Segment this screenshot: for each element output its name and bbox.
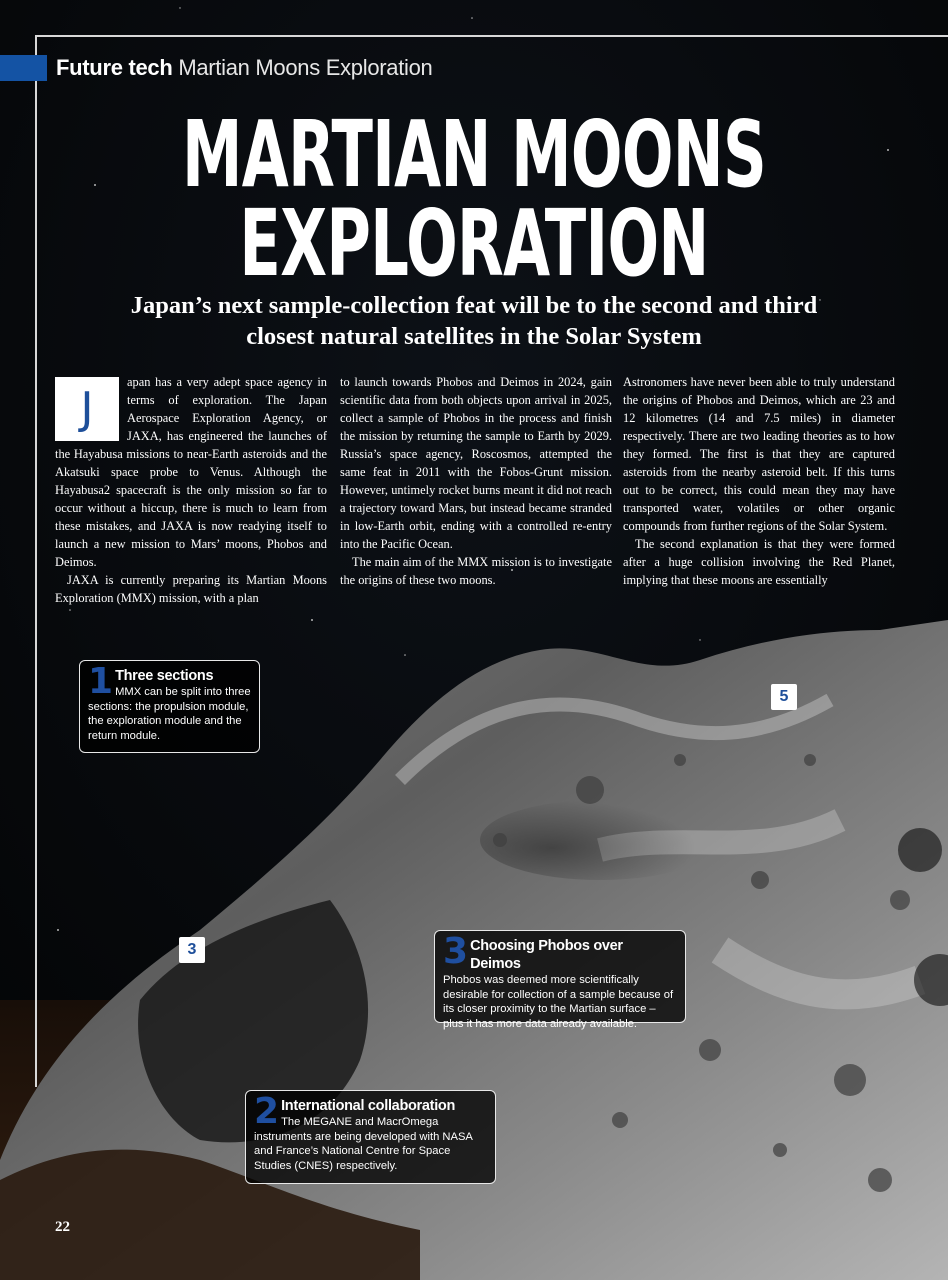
section-accent-bar — [0, 55, 47, 81]
body-paragraph: Astronomers have never been able to truly understand the origins of Phobos and Deimos, which are 23 and 12 kilometres (14 and 7.5 miles) in diameter respectively. There are two leading theories as to how they formed. The first is that they are captured asteroids from the nearby asteroid belt. If this turns out to be correct, this could mean they may have transported water, volatiles or other organic compounds from further regions of the Solar System. — [623, 375, 895, 533]
callout-choosing-phobos — [434, 930, 686, 1030]
callout-three-sections — [79, 660, 260, 753]
body-paragraph: to launch towards Phobos and Deimos in 2024, gain scientific data from both objects upon arrival in 2025, collect a sample of Phobos in the process and finish the mission by returning the sample to Earth by 2029. Russia’s space agency, Roscosmos, attempted the same feat in 2011 with the Fobos-Grunt mission. However, untimely rocket burns meant it did not reach a trajectory toward Mars, but instead became stranded in low-Earth orbit, ending with a controlled re-entry into the Pacific Ocean. — [340, 375, 612, 551]
callout-text: Phobos was deemed more scientifically desirable for collection of a sample because of its closer proximity to the Martian surface – plus it has more data already available. — [443, 974, 674, 1030]
article-title-line2: EXPLORATION — [239, 190, 709, 297]
paragraph-text: apan has a very adept space agency in terms of exploration. The Japan Aerospace Exploration Agency, or JAXA, has engineered the launches of the Hayabusa missions to near-Earth asteroids and the Akatsuki space probe to Venus. Although the Hayabusa2 spacecraft is the only mission so far to occur without a hiccup, there is much to learn from these mistakes, and JAXA is now readying itself to launch a new mission to Mars’ moons, Phobos and Deimos. — [55, 375, 327, 569]
body-paragraph: The main aim of the MMX mission is to investigate the origins of these two moons. — [340, 555, 612, 587]
section-topic: Martian Moons Exploration — [178, 55, 433, 80]
callout-number: 1 — [88, 661, 114, 702]
callout-title: Choosing Phobos over Deimos — [470, 938, 623, 972]
section-header — [56, 52, 433, 84]
figure-marker-3: 3 — [179, 937, 205, 963]
frame-left-line — [35, 35, 37, 1087]
callout-text: MMX can be split into three sections: the propulsion module, the exploration module and the return module. — [88, 686, 251, 742]
callout-number: 3 — [443, 931, 469, 972]
drop-cap: J — [55, 377, 119, 441]
body-column-2 — [340, 373, 612, 589]
article-title-line1: MARTIAN MOONS — [181, 101, 767, 208]
callout-number: 2 — [254, 1091, 280, 1132]
body-paragraph — [55, 373, 327, 571]
body-paragraph: JAXA is currently preparing its Martian Moons Exploration (MMX) mission, with a plan — [55, 573, 327, 605]
callout-international-collaboration — [245, 1090, 496, 1184]
section-label: Future tech — [56, 55, 173, 80]
figure-marker-5: 5 — [771, 684, 797, 710]
callout-text: The MEGANE and MacrOmega instruments are being developed with NASA and France’s National Centre for Space Studies (CNES) respectively. — [254, 1116, 473, 1172]
callout-title: Three sections — [115, 668, 214, 684]
standfirst: Japan’s next sample-collection feat will be to the second and third closest natural satellites in the Solar System — [130, 292, 818, 350]
callout-title: International collaboration — [281, 1098, 456, 1114]
body-column-3 — [623, 373, 895, 589]
body-column-1 — [55, 373, 327, 607]
frame-top-line — [36, 35, 948, 37]
body-paragraph: The second explanation is that they were formed after a huge collision involving the Red Planet, implying that these moons are essentially — [623, 537, 895, 587]
page-number: 22 — [55, 1219, 70, 1235]
